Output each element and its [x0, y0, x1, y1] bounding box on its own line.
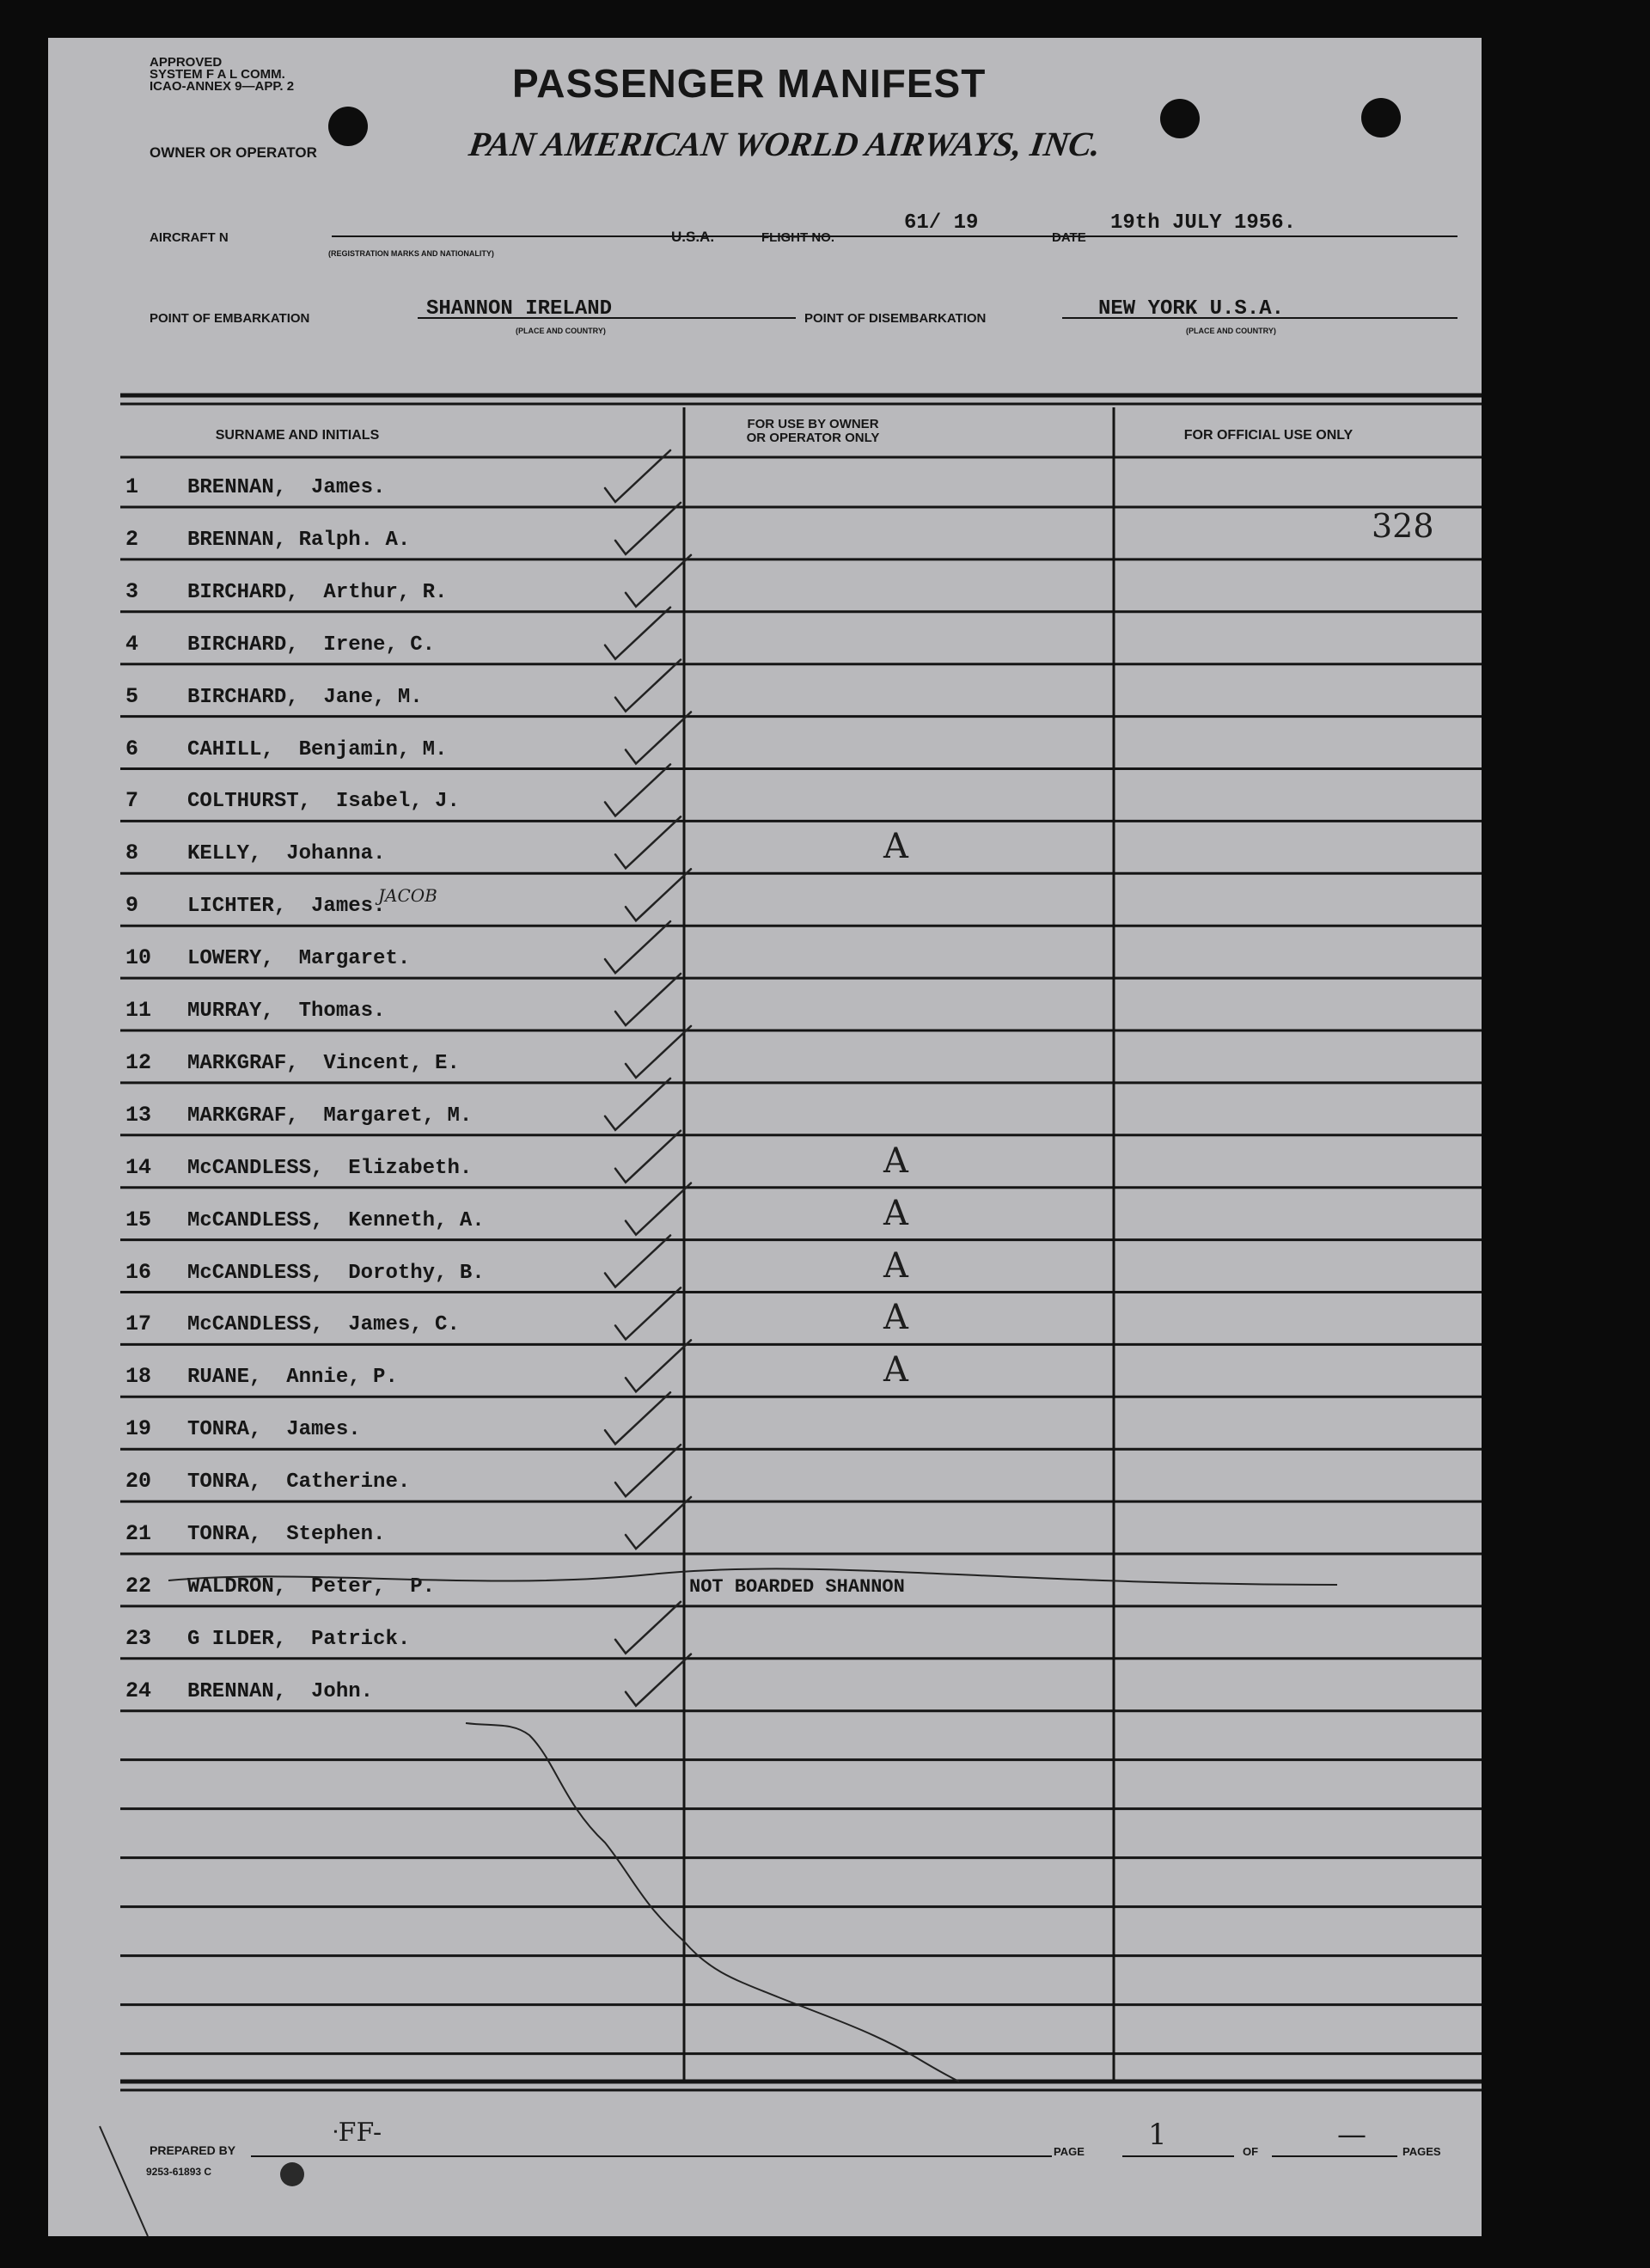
passenger-row-number: 14 — [125, 1154, 152, 1180]
column-header-line: OR OPERATOR ONLY — [746, 431, 880, 445]
passenger-name: G ILDER, Patrick. — [187, 1627, 411, 1651]
check-mark — [615, 1445, 681, 1496]
passenger-row-number: 9 — [125, 893, 139, 919]
passenger-row-number: 11 — [125, 998, 152, 1023]
passenger-row-number: 16 — [125, 1259, 152, 1285]
operator-mark: A — [883, 1140, 908, 1181]
aircraft-label: AIRCRAFT N — [150, 230, 229, 245]
passenger-name: TONRA, Catherine. — [187, 1470, 411, 1495]
check-mark — [605, 921, 670, 973]
passenger-row-number: 2 — [125, 526, 139, 552]
column-header-surname: SURNAME AND INITIALS — [215, 428, 380, 443]
check-mark — [605, 1236, 670, 1287]
manifest-form — [48, 38, 1482, 2236]
check-mark — [615, 1602, 681, 1654]
operator-name: PAN AMERICAN WORLD AIRWAYS, INC. — [466, 125, 1103, 163]
passenger-name: CAHILL, Benjamin, M. — [187, 737, 448, 761]
passenger-row-number: 1 — [125, 474, 139, 499]
passenger-name: BIRCHARD, Arthur, R. — [187, 580, 448, 604]
passenger-name: KELLY, Johanna. — [187, 842, 386, 866]
form-number: 9253-61893 C — [146, 2166, 212, 2178]
embarkation-sublabel: (PLACE AND COUNTRY) — [516, 327, 606, 335]
passenger-name: LOWERY, Margaret. — [187, 947, 411, 971]
passenger-name: McCANDLESS, Kenneth, A. — [187, 1208, 485, 1232]
passenger-name: BRENNAN, Ralph. A. — [187, 528, 411, 552]
owner-label: OWNER OR OPERATOR — [150, 144, 317, 161]
passenger-row-number: 13 — [125, 1102, 152, 1128]
passenger-row-number: 6 — [125, 736, 139, 761]
check-mark — [626, 1340, 691, 1391]
check-mark — [605, 764, 670, 816]
passenger-row-number: 23 — [125, 1625, 152, 1651]
passenger-row-number: 3 — [125, 578, 139, 604]
passenger-name: BIRCHARD, Jane, M. — [187, 685, 423, 709]
passenger-row-number: 5 — [125, 683, 139, 709]
passenger-row-number: 4 — [125, 631, 139, 657]
operator-mark: A — [883, 1193, 908, 1233]
approval-line: ICAO-ANNEX 9—APP. 2 — [150, 79, 295, 94]
passenger-row-number: 12 — [125, 1049, 152, 1075]
passenger-name: MARKGRAF, Vincent, E. — [187, 1051, 460, 1075]
check-mark — [626, 1654, 691, 1706]
operator-mark: A — [883, 1350, 908, 1391]
check-mark — [626, 1183, 691, 1235]
column-header-line: FOR USE BY OWNER — [747, 417, 879, 431]
passenger-name: MURRAY, Thomas. — [187, 1000, 386, 1023]
passenger-name: BRENNAN, James. — [187, 476, 386, 499]
passenger-name: McCANDLESS, James, C. — [187, 1313, 460, 1337]
form-rules — [48, 38, 1482, 2236]
operator-mark: A — [883, 1298, 908, 1338]
passenger-name: RUANE, Annie, P. — [187, 1366, 398, 1390]
passenger-name: TONRA, James. — [187, 1418, 361, 1442]
passenger-name: BRENNAN, John. — [187, 1679, 374, 1703]
pages-label: PAGES — [1402, 2145, 1441, 2158]
not-boarded-note: NOT BOARDED SHANNON — [689, 1576, 905, 1598]
check-mark — [626, 712, 691, 764]
passenger-row-number: 10 — [125, 945, 152, 971]
check-mark — [615, 503, 681, 554]
flight-number: 61/ 19 — [904, 211, 979, 235]
passenger-row-number: 21 — [125, 1521, 152, 1546]
check-mark — [615, 1131, 681, 1183]
passenger-row-number: 7 — [125, 788, 139, 814]
of-label: OF — [1243, 2145, 1259, 2158]
check-mark — [615, 660, 681, 712]
of-value: — — [1337, 2118, 1366, 2152]
approval-line: APPROVED — [150, 55, 223, 70]
page-title: PASSENGER MANIFEST — [512, 61, 987, 106]
passenger-name: McCANDLESS, Elizabeth. — [187, 1156, 473, 1180]
passenger-name: MARKGRAF, Margaret, M. — [187, 1103, 473, 1128]
prepared-by-label: PREPARED BY — [150, 2143, 236, 2157]
passenger-name: LICHTER, James. — [187, 895, 386, 919]
check-mark — [615, 1287, 681, 1339]
date-value: 19th JULY 1956. — [1110, 211, 1297, 235]
page-label: PAGE — [1054, 2145, 1085, 2158]
approval-line: SYSTEM F A L COMM. — [150, 67, 285, 82]
passenger-row-number: 19 — [125, 1416, 152, 1442]
flight-label: FLIGHT NO. — [761, 230, 834, 245]
passenger-name: WALDRON, Peter, P. — [187, 1574, 436, 1599]
passenger-row-number: 17 — [125, 1311, 152, 1337]
check-mark — [626, 1026, 691, 1078]
passenger-row-number: 20 — [125, 1469, 152, 1495]
usa-label: U.S.A. — [671, 229, 715, 245]
passenger-name: COLTHURST, Isabel, J. — [187, 790, 460, 814]
passenger-name: TONRA, Stephen. — [187, 1523, 386, 1546]
check-mark — [615, 974, 681, 1025]
embarkation-value: SHANNON IRELAND — [426, 297, 613, 321]
disembarkation-value: NEW YORK U.S.A. — [1098, 297, 1285, 321]
disembarkation-label: POINT OF DISEMBARKATION — [804, 311, 987, 326]
page-value: 1 — [1148, 2118, 1167, 2152]
aircraft-sublabel: (REGISTRATION MARKS AND NATIONALITY) — [328, 249, 494, 258]
official-note: 328 — [1372, 507, 1434, 545]
check-mark — [626, 1497, 691, 1549]
passenger-name: McCANDLESS, Dorothy, B. — [187, 1261, 485, 1285]
operator-mark: A — [883, 1245, 908, 1286]
embarkation-label: POINT OF EMBARKATION — [150, 311, 310, 326]
passenger-row-number: 15 — [125, 1207, 152, 1232]
passenger-row-number: 18 — [125, 1364, 152, 1390]
passenger-row-number: 22 — [125, 1573, 152, 1599]
passenger-row-number: 8 — [125, 841, 139, 866]
prepared-by-signature: ᐧFF- — [332, 2118, 382, 2148]
check-mark — [605, 1079, 670, 1130]
passenger-name: BIRCHARD, Irene, C. — [187, 633, 436, 657]
check-mark — [605, 608, 670, 659]
check-mark — [615, 816, 681, 868]
column-header-official: FOR OFFICIAL USE ONLY — [1183, 428, 1354, 443]
handwritten-correction: JACOB — [378, 885, 437, 906]
operator-mark: A — [883, 827, 908, 867]
date-label: DATE — [1052, 230, 1086, 245]
disembarkation-sublabel: (PLACE AND COUNTRY) — [1186, 327, 1276, 335]
passenger-row-number: 24 — [125, 1678, 152, 1703]
check-mark — [605, 1392, 670, 1444]
check-mark — [626, 869, 691, 920]
check-mark — [626, 555, 691, 607]
